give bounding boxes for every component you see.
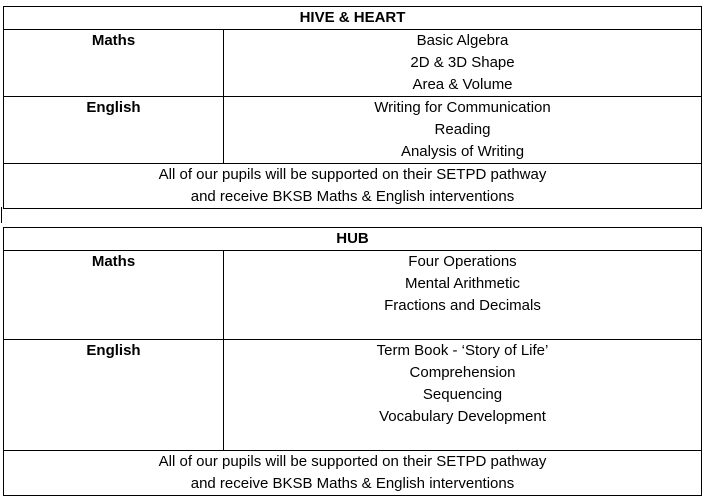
note-line: All of our pupils will be supported on their SETPD pathway	[158, 453, 547, 470]
hive-heart-maths-row	[4, 30, 702, 97]
hub-header-row	[4, 228, 702, 251]
topic-item: Term Book - ‘Story of Life’	[376, 342, 549, 359]
hive-heart-english-topics	[224, 97, 702, 164]
hive-heart-note-row	[4, 164, 702, 209]
note-line: All of our pupils will be supported on their SETPD pathway	[158, 166, 547, 183]
topic-item: Analysis of Writing	[400, 143, 525, 160]
topic-item: Fractions and Decimals	[384, 297, 541, 314]
hub-maths-label: Maths	[4, 251, 224, 340]
topic-item: Basic Algebra	[416, 32, 509, 49]
hub-table	[3, 227, 702, 496]
hive-heart-maths-label: Maths	[4, 30, 224, 97]
text-cursor-marker	[1, 207, 2, 223]
hive-heart-header-row	[4, 7, 702, 30]
hub-maths-row	[4, 251, 702, 340]
hive-heart-note	[4, 164, 702, 209]
topic-item: 2D & 3D Shape	[410, 54, 515, 71]
topic-item: Reading	[434, 121, 491, 138]
topic-item: Writing for Communication	[374, 99, 551, 116]
hive-heart-english-label: English	[4, 97, 224, 164]
topic-item: Four Operations	[408, 253, 517, 270]
hive-heart-english-row	[4, 97, 702, 164]
topic-item: Sequencing	[422, 386, 503, 403]
hive-heart-maths-topics	[224, 30, 702, 97]
hub-maths-topics	[224, 251, 702, 340]
hub-title: HUB	[4, 228, 702, 251]
hive-heart-title: HIVE & HEART	[4, 7, 702, 30]
hub-note	[4, 451, 702, 496]
hive-heart-table	[3, 6, 702, 209]
hub-english-row	[4, 340, 702, 451]
topic-item: Comprehension	[409, 364, 516, 381]
note-line: and receive BKSB Maths & English interventions	[190, 188, 515, 205]
hub-english-topics	[224, 340, 702, 451]
topic-item: Area & Volume	[412, 76, 513, 93]
note-line: and receive BKSB Maths & English interventions	[190, 475, 515, 492]
topic-item: Vocabulary Development	[379, 408, 546, 425]
topic-item: Mental Arithmetic	[404, 275, 521, 292]
hub-english-label: English	[4, 340, 224, 451]
hub-note-row	[4, 451, 702, 496]
